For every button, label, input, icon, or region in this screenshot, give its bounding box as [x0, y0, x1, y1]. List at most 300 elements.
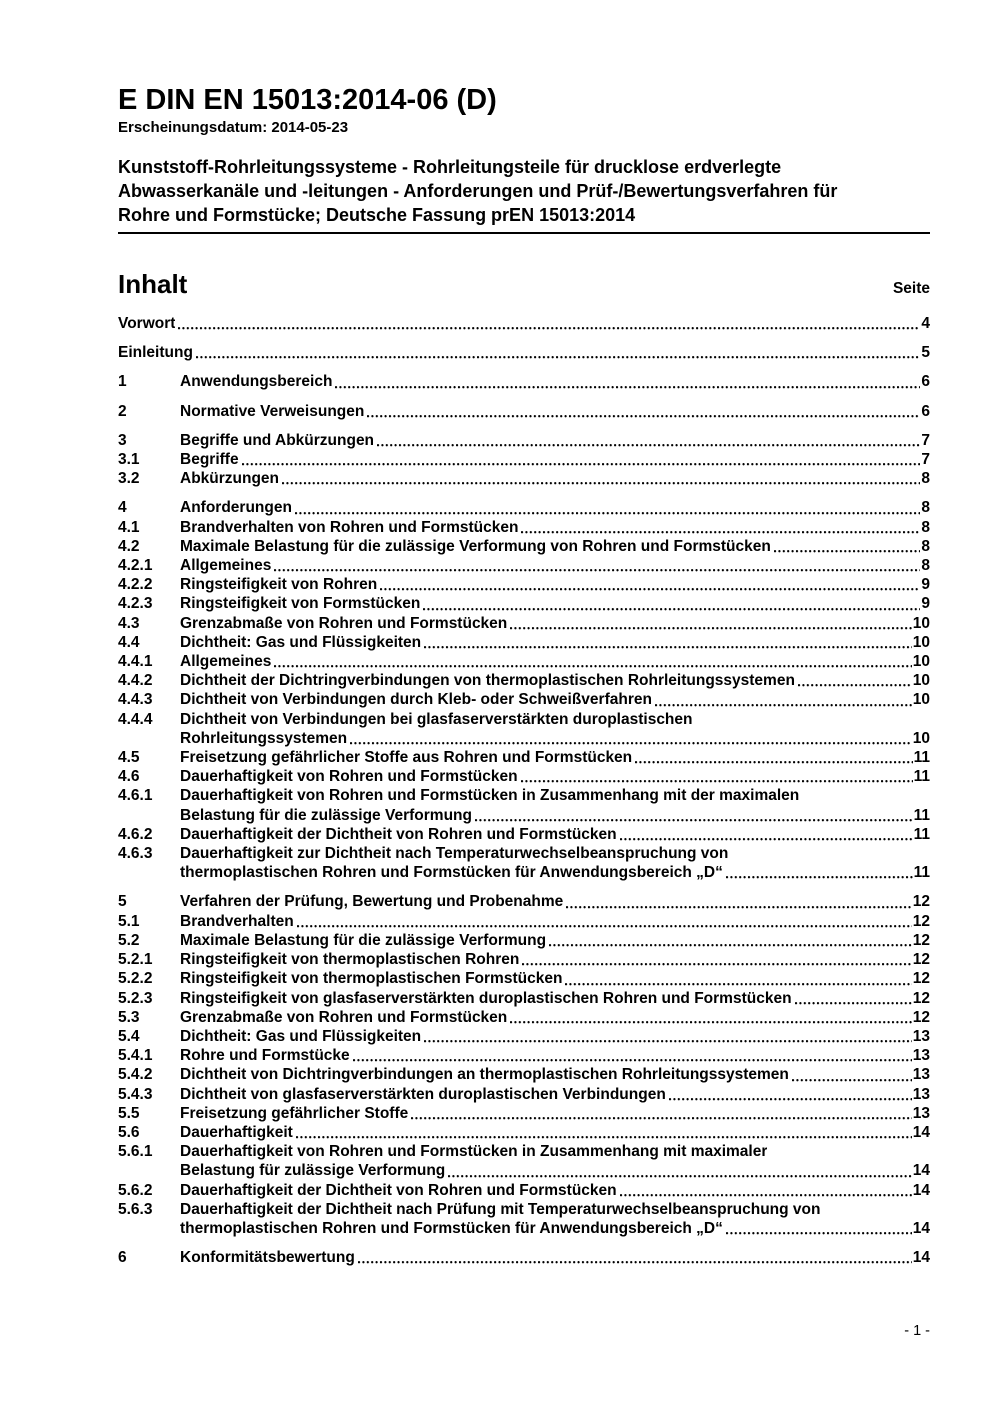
toc-entry-page-number: 14: [912, 1123, 930, 1141]
toc-entry: [118, 690, 930, 709]
toc-entry-body: [180, 450, 930, 469]
toc-entry-line: [180, 1161, 930, 1180]
toc-entry: [118, 594, 930, 613]
toc-entry-title: Brandverhalten: [180, 912, 294, 930]
toc-entry-page-number: 6: [921, 373, 930, 391]
toc-dot-leader: [424, 1040, 912, 1043]
toc-dot-leader: [798, 684, 912, 687]
toc-dot-leader: [620, 838, 913, 841]
toc-entry: [118, 1123, 930, 1142]
toc-entry-body: [180, 748, 930, 767]
toc-entry-body: [180, 575, 930, 594]
toc-entry-line: [180, 767, 930, 786]
toc-entry-page-number: 14: [912, 1162, 930, 1180]
toc-entry-title: Allgemeines: [180, 557, 272, 575]
toc-entry-body: [180, 844, 930, 882]
toc-entry-title: Grenzabmaße von Rohren und Formstücken: [180, 1008, 508, 1026]
toc-entry-body: [180, 1104, 930, 1123]
toc-entry: [118, 1046, 930, 1065]
toc-entry: [118, 614, 930, 633]
toc-entry-title: Begriffe: [180, 451, 239, 469]
toc-entry-line: [180, 912, 930, 931]
toc-entry-body: [180, 372, 930, 391]
toc-entry-title: Verfahren der Prüfung, Bewertung und Probenahme: [180, 893, 564, 911]
toc-entry-title: Begriffe und Abkürzungen: [180, 431, 375, 449]
toc-entry-line: [180, 1142, 930, 1161]
toc-entry-body: [180, 518, 930, 537]
toc-dot-leader: [296, 1136, 912, 1139]
document-title-line: Rohre und Formstücke; Deutsche Fassung prEN 15013:2014: [118, 205, 636, 225]
toc-entry-page-number: 14: [912, 1249, 930, 1267]
toc-entry-title: Allgemeines: [180, 653, 272, 671]
toc-entry-body: [118, 314, 930, 333]
toc-entry-body: [180, 469, 930, 488]
toc-entry-number: 5.1: [118, 912, 140, 930]
toc-entry-title: Dauerhaftigkeit von Rohren und Formstücken in Zusammenhang mit der maximalen: [180, 787, 800, 805]
toc-entry-title: Dichtheit von Dichtringverbindungen an thermoplastischen Rohrleitungssystemen: [180, 1066, 789, 1084]
title-divider-rule: [118, 232, 930, 234]
toc-dot-leader: [795, 1002, 912, 1005]
toc-entry-number: 5: [118, 893, 127, 911]
toc-entry-page-number: 10: [912, 653, 930, 671]
toc-dot-leader: [522, 963, 911, 966]
toc-entry-line: [180, 931, 930, 950]
toc-dot-leader: [242, 463, 921, 466]
toc-dot-leader: [669, 1098, 912, 1101]
toc-entry-line: [180, 450, 930, 469]
toc-dot-leader: [566, 906, 912, 909]
toc-dot-leader: [380, 588, 920, 591]
toc-dot-leader: [475, 819, 913, 822]
toc-entry-number: 5.2.1: [118, 951, 153, 969]
toc-entry-line: [180, 710, 930, 729]
toc-entry-body: [180, 690, 930, 709]
toc-entry-body: [180, 1027, 930, 1046]
toc-entry-title: Dichtheit von glasfaserverstärkten duroplastischen Verbindungen: [180, 1085, 666, 1103]
toc-entry-page-number: 11: [913, 825, 930, 843]
toc-entry-number: 4.6.3: [118, 845, 153, 863]
toc-header-row: [118, 269, 930, 299]
toc-entry-line: [180, 518, 930, 537]
toc-entry-title: Rohre und Formstücke: [180, 1047, 350, 1065]
toc-entry-line: [180, 729, 930, 748]
toc-entry: [118, 1085, 930, 1104]
toc-entry-title: Belastung für zulässige Verformung: [180, 1162, 446, 1180]
toc-entry-line: [180, 1027, 930, 1046]
toc-entry-page-number: 12: [912, 893, 930, 911]
toc-entry: [118, 343, 930, 362]
toc-entry-body: [180, 537, 930, 556]
toc-dot-leader: [350, 742, 912, 745]
page-number-footer: - 1 -: [904, 1323, 930, 1339]
toc-entry: [118, 633, 930, 652]
toc-entry: [118, 372, 930, 391]
toc-entry-body: [180, 931, 930, 950]
toc-entry-number: 4.2.2: [118, 576, 153, 594]
toc-heading: Inhalt: [118, 269, 188, 299]
toc-dot-leader: [274, 569, 920, 572]
toc-entry-page-number: 14: [912, 1219, 930, 1237]
toc-entry-body: [118, 343, 930, 362]
toc-dot-leader: [282, 482, 920, 485]
toc-entry-line: [180, 892, 930, 911]
toc-entry: [118, 1248, 930, 1267]
toc-entry-page-number: 4: [921, 315, 930, 332]
page-content: [118, 0, 930, 1267]
toc-entry: [118, 710, 930, 748]
toc-entry-number: 3: [118, 431, 127, 449]
toc-entry-number: 5.2: [118, 931, 140, 949]
toc-entry-line: [180, 844, 930, 863]
toc-entry: [118, 786, 930, 824]
toc-entry-page-number: 9: [921, 576, 930, 594]
toc-entry-line: [118, 343, 930, 362]
toc-dot-leader: [510, 627, 911, 630]
toc-list: [118, 314, 930, 1267]
toc-entry-body: [180, 786, 930, 824]
toc-entry-title: Ringsteifigkeit von thermoplastischen Formstücken: [180, 970, 563, 988]
toc-entry: [118, 1200, 930, 1238]
toc-entry-number: 4.6.1: [118, 787, 153, 805]
toc-entry: [118, 825, 930, 844]
toc-entry-body: [180, 950, 930, 969]
toc-entry-number: 5.3: [118, 1008, 140, 1026]
toc-entry-page-number: 13: [912, 1104, 930, 1122]
toc-entry-body: [180, 1008, 930, 1027]
toc-entry-body: [180, 1123, 930, 1142]
document-title-line: Kunststoff-Rohrleitungssysteme - Rohrleitungsteile für drucklose erdverlegte: [118, 157, 782, 177]
toc-entry-body: [180, 1085, 930, 1104]
toc-entry: [118, 950, 930, 969]
toc-entry: [118, 671, 930, 690]
toc-entry-page-number: 13: [912, 1085, 930, 1103]
toc-entry-line: [180, 671, 930, 690]
toc-dot-leader: [423, 608, 920, 611]
toc-entry-title: Dichtheit von Verbindungen durch Kleb- oder Schweißverfahren: [180, 691, 652, 709]
toc-entry-number: 4.1: [118, 518, 140, 536]
toc-entry-number: 5.6: [118, 1123, 140, 1141]
toc-entry-line: [180, 614, 930, 633]
toc-entry-title: Dauerhaftigkeit der Dichtheit von Rohren und Formstücken: [180, 1181, 617, 1199]
toc-entry-title: Dichtheit der Dichtringverbindungen von thermoplastischen Rohrleitungssystemen: [180, 672, 795, 690]
toc-entry-line: [180, 806, 930, 825]
toc-entry-number: 4.2: [118, 537, 140, 555]
toc-entry-line: [180, 469, 930, 488]
toc-entry-body: [180, 969, 930, 988]
toc-entry: [118, 498, 930, 517]
toc-entry-number: 4.6: [118, 768, 140, 786]
toc-dot-leader: [655, 704, 912, 707]
document-title-line: Abwasserkanäle und -leitungen - Anforderungen und Prüf-/Bewertungsverfahren für: [118, 181, 838, 201]
toc-entry: [118, 575, 930, 594]
toc-entry-body: [180, 1200, 930, 1238]
toc-entry-title: Konformitätsbewertung: [180, 1249, 355, 1267]
toc-entry-title: Rohrleitungssystemen: [180, 729, 348, 747]
toc-entry-body: [180, 825, 930, 844]
toc-entry-page-number: 11: [913, 864, 930, 882]
toc-entry-page-number: 7: [921, 431, 930, 449]
toc-entry-page-number: 11: [913, 749, 930, 767]
toc-entry: [118, 969, 930, 988]
publication-date: Erscheinungsdatum: 2014-05-23: [118, 119, 349, 136]
toc-entry-title: Ringsteifigkeit von thermoplastischen Rohren: [180, 951, 520, 969]
toc-entry-body: [180, 1181, 930, 1200]
toc-entry-line: [180, 1219, 930, 1238]
toc-entry-body: [180, 1142, 930, 1180]
toc-entry-title: Dichtheit: Gas und Flüssigkeiten: [180, 1027, 422, 1045]
toc-entry-page-number: 10: [912, 729, 930, 747]
toc-entry-title: Grenzabmaße von Rohren und Formstücken: [180, 614, 508, 632]
toc-entry-title: Belastung für die zulässige Verformung: [180, 806, 472, 824]
toc-dot-leader: [521, 531, 920, 534]
toc-entry: [118, 402, 930, 421]
toc-dot-leader: [353, 1059, 912, 1062]
toc-entry-body: [180, 498, 930, 517]
toc-entry-page-number: 5: [921, 344, 930, 362]
toc-entry-line: [180, 594, 930, 613]
toc-entry-number: 5.4: [118, 1027, 140, 1045]
toc-dot-leader: [295, 512, 920, 515]
toc-entry-line: [180, 950, 930, 969]
toc-entry-number: 4.4.4: [118, 710, 153, 728]
toc-entry-title: Dichtheit: Gas und Flüssigkeiten: [180, 633, 422, 651]
toc-entry-number: 1: [118, 373, 127, 391]
toc-dot-leader: [448, 1175, 911, 1178]
toc-entry-title: Freisetzung gefährlicher Stoffe: [180, 1104, 409, 1122]
toc-entry-title: Ringsteifigkeit von Rohren: [180, 576, 378, 594]
toc-entry-line: [180, 575, 930, 594]
toc-entry: [118, 1181, 930, 1200]
toc-entry-line: [180, 537, 930, 556]
toc-dot-leader: [358, 1261, 912, 1264]
toc-dot-leader: [635, 761, 912, 764]
toc-entry-line: [180, 825, 930, 844]
toc-entry-title: Dauerhaftigkeit von Rohren und Formstücken: [180, 768, 518, 786]
toc-entry-number: 4.4.2: [118, 672, 153, 690]
toc-entry-number: 6: [118, 1249, 127, 1267]
toc-entry-body: [180, 633, 930, 652]
toc-dot-leader: [411, 1117, 912, 1120]
toc-entry-number: 5.2.3: [118, 989, 153, 1007]
toc-dot-leader: [424, 646, 912, 649]
toc-entry-body: [180, 767, 930, 786]
toc-entry-line: [180, 1104, 930, 1123]
toc-entry-title: Normative Verweisungen: [180, 402, 365, 420]
toc-dot-leader: [521, 780, 913, 783]
toc-entry-page-number: 8: [921, 499, 930, 517]
toc-entry-page-number: 8: [921, 470, 930, 488]
toc-entry-title: Dauerhaftigkeit der Dichtheit nach Prüfung mit Temperaturwechselbeanspruchung von: [180, 1200, 821, 1218]
toc-entry-number: 2: [118, 402, 127, 420]
toc-entry-title: Maximale Belastung für die zulässige Verformung: [180, 931, 547, 949]
toc-entry-number: 4.2.1: [118, 557, 153, 575]
toc-entry-page-number: 10: [912, 672, 930, 690]
toc-entry-title: Anforderungen: [180, 499, 292, 517]
toc-dot-leader: [297, 925, 912, 928]
toc-entry-title: Anwendungsbereich: [180, 373, 333, 391]
toc-entry: [118, 1104, 930, 1123]
toc-entry-number: 4.2.3: [118, 595, 153, 613]
toc-entry-line: [180, 690, 930, 709]
toc-entry-body: [180, 892, 930, 911]
toc-entry: [118, 989, 930, 1008]
toc-entry-line: [180, 556, 930, 575]
toc-entry-page-number: 8: [921, 537, 930, 555]
toc-entry: [118, 652, 930, 671]
toc-entry: [118, 931, 930, 950]
toc-entry-line: [180, 1065, 930, 1084]
toc-entry: [118, 518, 930, 537]
toc-dot-leader: [178, 327, 920, 330]
toc-entry-number: 4.4: [118, 633, 140, 651]
toc-entry-number: 5.6.3: [118, 1200, 153, 1218]
toc-entry-number: 5.6.2: [118, 1181, 153, 1199]
toc-entry-page-number: 11: [913, 768, 930, 786]
toc-entry-page-number: 6: [921, 402, 930, 420]
toc-entry-page-number: 9: [921, 595, 930, 613]
toc-entry-body: [180, 671, 930, 690]
toc-entry-line: [180, 1248, 930, 1267]
toc-entry-body: [180, 1065, 930, 1084]
toc-entry-page-number: 10: [912, 691, 930, 709]
toc-entry-line: [180, 633, 930, 652]
toc-entry: [118, 469, 930, 488]
toc-entry-title: Dauerhaftigkeit: [180, 1123, 293, 1141]
toc-entry-title: Einleitung: [118, 344, 193, 362]
toc-entry: [118, 1065, 930, 1084]
toc-entry-number: 4.5: [118, 749, 140, 767]
toc-entry-line: [180, 1181, 930, 1200]
toc-entry-title: Brandverhalten von Rohren und Formstücken: [180, 518, 519, 536]
toc-page-column-label: Seite: [892, 280, 930, 297]
toc-entry-page-number: 7: [921, 451, 930, 469]
toc-entry: [118, 450, 930, 469]
toc-entry-title: thermoplastischen Rohren und Formstücken für Anwendungsbereich „D“: [180, 1219, 723, 1237]
toc-entry: [118, 537, 930, 556]
toc-entry-number: 4.4.1: [118, 653, 153, 671]
toc-entry-page-number: 12: [912, 951, 930, 969]
toc-entry-body: [180, 1248, 930, 1267]
toc-entry-number: 5.4.1: [118, 1047, 153, 1065]
toc-entry: [118, 912, 930, 931]
toc-entry-page-number: 10: [912, 614, 930, 632]
toc-entry-body: [180, 989, 930, 1008]
toc-dot-leader: [510, 1021, 911, 1024]
toc-entry-body: [180, 402, 930, 421]
toc-entry-number: 3.2: [118, 470, 140, 488]
toc-entry-body: [180, 614, 930, 633]
toc-dot-leader: [565, 983, 911, 986]
toc-entry-line: [180, 989, 930, 1008]
toc-entry-line: [180, 402, 930, 421]
toc-entry-title: Dichtheit von Verbindungen bei glasfaserverstärkten duroplastischen: [180, 710, 693, 728]
toc-entry-body: [180, 652, 930, 671]
toc-entry-body: [180, 594, 930, 613]
toc-entry: [118, 1027, 930, 1046]
toc-entry-line: [180, 498, 930, 517]
toc-entry-body: [180, 912, 930, 931]
toc-entry-line: [118, 314, 930, 333]
toc-entry-title: Abkürzungen: [180, 470, 280, 488]
toc-entry-page-number: 13: [912, 1066, 930, 1084]
toc-dot-leader: [726, 876, 913, 879]
toc-entry-page-number: 10: [912, 633, 930, 651]
toc-entry-body: [180, 1046, 930, 1065]
toc-entry-number: 4.6.2: [118, 825, 153, 843]
toc-entry-line: [180, 786, 930, 805]
toc-entry-line: [180, 969, 930, 988]
toc-entry-page-number: 12: [912, 970, 930, 988]
toc-entry-number: 4: [118, 499, 127, 517]
toc-entry-title: Dauerhaftigkeit der Dichtheit von Rohren und Formstücken: [180, 825, 617, 843]
toc-entry-number: 4.4.3: [118, 691, 153, 709]
toc-entry-line: [180, 748, 930, 767]
toc-entry: [118, 767, 930, 786]
toc-entry-number: 5.5: [118, 1104, 140, 1122]
toc-entry-line: [180, 1200, 930, 1219]
toc-entry-title: Freisetzung gefährlicher Stoffe aus Rohren und Formstücken: [180, 749, 633, 767]
toc-entry-number: 4.3: [118, 614, 140, 632]
toc-entry-number: 5.4.3: [118, 1085, 153, 1103]
toc-entry: [118, 314, 930, 333]
toc-entry-title: Dauerhaftigkeit zur Dichtheit nach Temperaturwechselbeanspruchung von: [180, 845, 729, 863]
toc-entry-title: thermoplastischen Rohren und Formstücken für Anwendungsbereich „D“: [180, 864, 723, 882]
toc-entry-number: 3.1: [118, 451, 140, 469]
toc-entry-line: [180, 372, 930, 391]
toc-dot-leader: [196, 356, 920, 359]
toc-entry-line: [180, 863, 930, 882]
toc-entry-page-number: 12: [912, 989, 930, 1007]
toc-entry-page-number: 8: [921, 518, 930, 536]
document-number-heading: E DIN EN 15013:2014-06 (D): [118, 84, 497, 116]
toc-entry-title: Ringsteifigkeit von glasfaserverstärkten duroplastischen Rohren und Formstücken: [180, 989, 792, 1007]
toc-dot-leader: [726, 1232, 912, 1235]
toc-entry: [118, 892, 930, 911]
toc-entry-page-number: 12: [912, 931, 930, 949]
toc-entry-line: [180, 1085, 930, 1104]
toc-entry-body: [180, 556, 930, 575]
toc-entry-line: [180, 431, 930, 450]
toc-entry-body: [180, 710, 930, 748]
toc-entry-title: Dauerhaftigkeit von Rohren und Formstücken in Zusammenhang mit maximaler: [180, 1143, 768, 1161]
document-title: [118, 155, 930, 227]
toc-entry-line: [180, 652, 930, 671]
toc-entry-line: [180, 1008, 930, 1027]
toc-dot-leader: [549, 944, 912, 947]
toc-entry-body: [180, 431, 930, 450]
toc-entry-title: Vorwort: [118, 315, 176, 332]
toc-entry: [118, 556, 930, 575]
toc-dot-leader: [620, 1194, 912, 1197]
toc-entry-title: Ringsteifigkeit von Formstücken: [180, 595, 421, 613]
toc-entry-page-number: 11: [913, 806, 930, 824]
toc-dot-leader: [274, 665, 911, 668]
toc-dot-leader: [774, 550, 921, 553]
toc-entry-page-number: 8: [921, 557, 930, 575]
toc-entry-page-number: 14: [912, 1181, 930, 1199]
toc-dot-leader: [792, 1079, 912, 1082]
toc-dot-leader: [335, 386, 920, 389]
toc-dot-leader: [377, 444, 920, 447]
toc-entry-number: 5.4.2: [118, 1066, 153, 1084]
toc-entry-line: [180, 1123, 930, 1142]
toc-entry-line: [180, 1046, 930, 1065]
toc-entry: [118, 748, 930, 767]
toc-entry-page-number: 13: [912, 1047, 930, 1065]
toc-entry-page-number: 12: [912, 1008, 930, 1026]
toc-entry: [118, 844, 930, 882]
toc-entry-number: 5.2.2: [118, 970, 153, 988]
